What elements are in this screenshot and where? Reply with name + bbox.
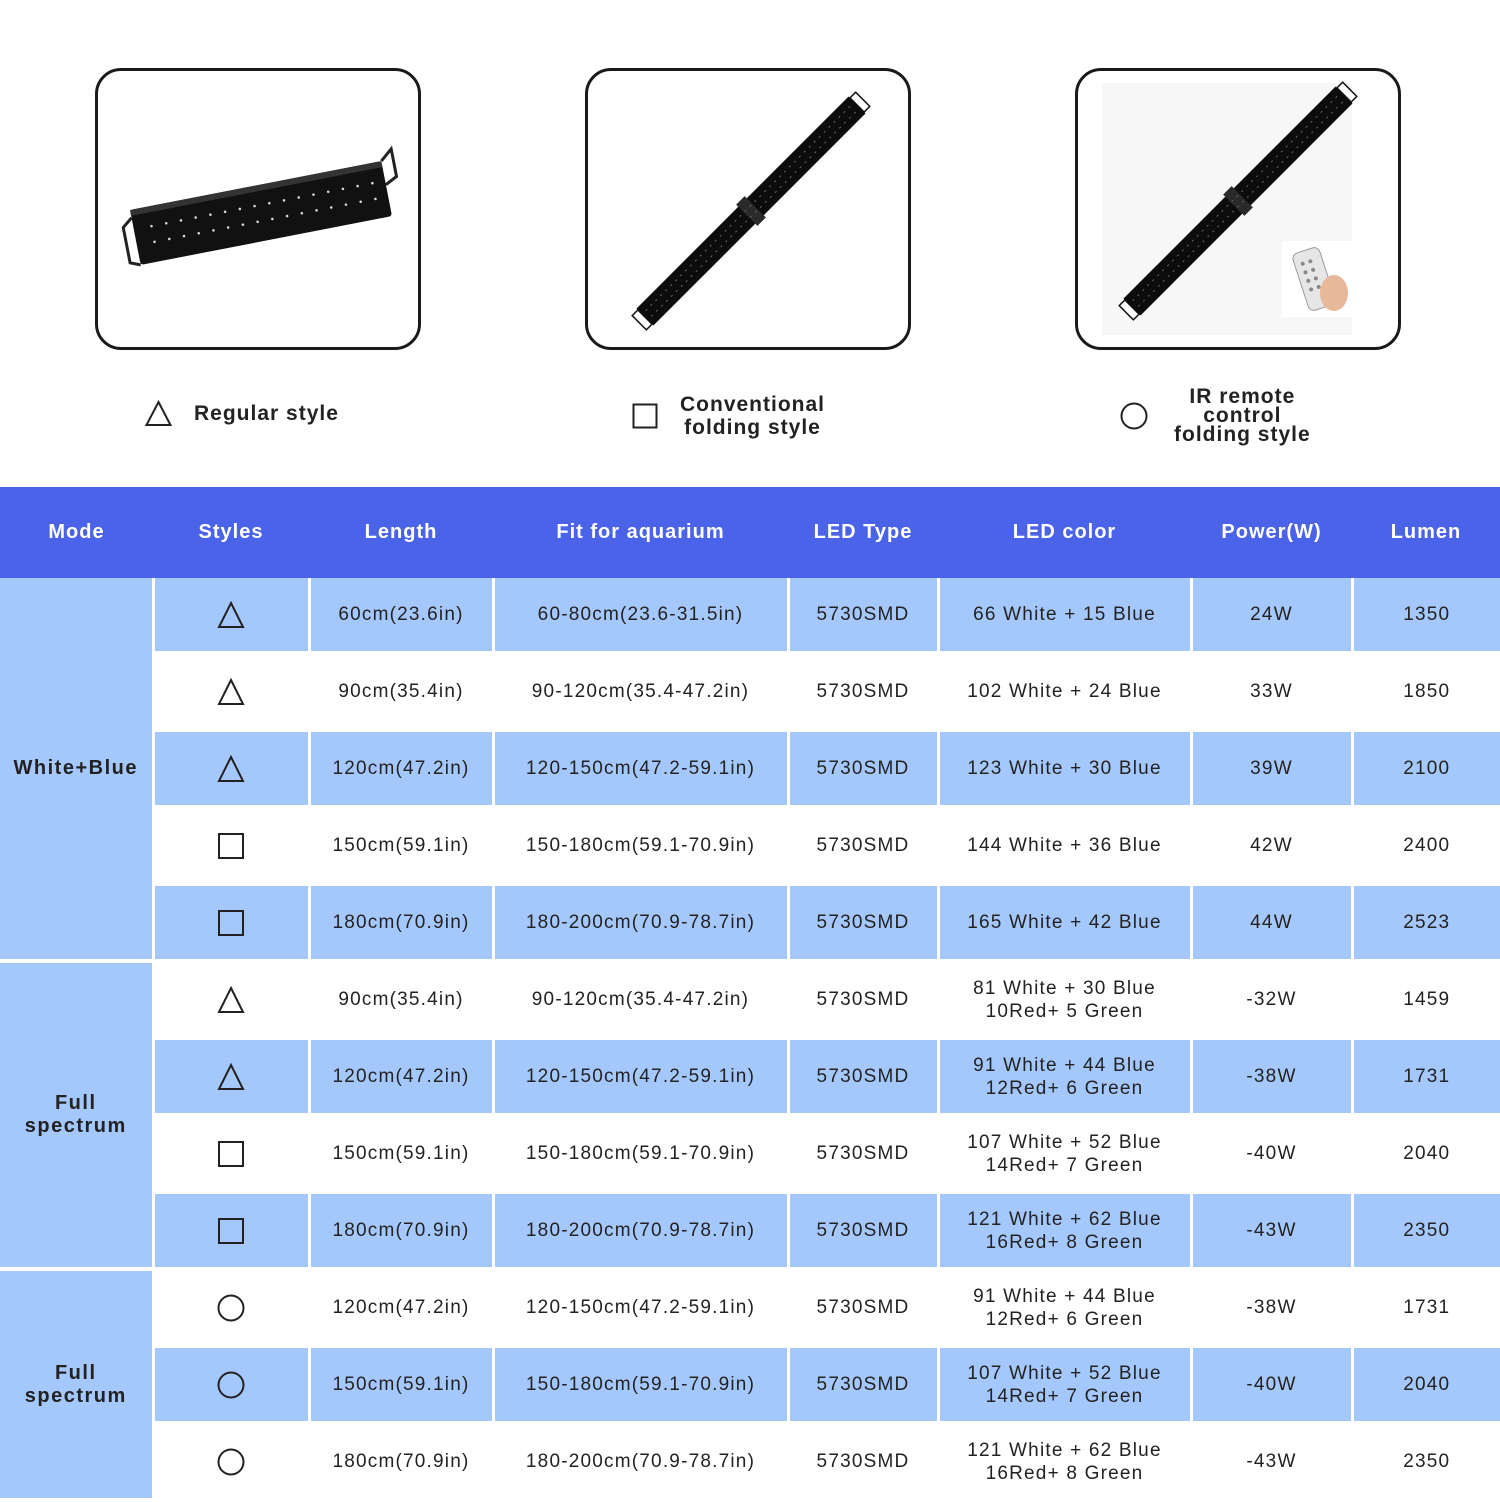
lumen-cell: 2400 [1352, 807, 1500, 884]
triangle-icon [217, 1063, 245, 1091]
led-color-line: 81 White + 30 Blue [973, 977, 1156, 999]
led-color-line: 107 White + 52 Blue [967, 1362, 1162, 1384]
length-cell: 150cm(59.1in) [309, 807, 493, 884]
table-row [0, 884, 1500, 961]
triangle-icon [145, 400, 172, 427]
power-cell: 44W [1191, 884, 1352, 961]
triangle-icon [217, 678, 245, 706]
mode-cell: Full spectrum [0, 961, 153, 1269]
mode-cell: White+Blue [0, 578, 153, 961]
legend-ir-label: IR remote control folding style [1174, 385, 1311, 446]
column-header-led-color: LED color [938, 487, 1191, 578]
led-color-line: 165 White + 42 Blue [967, 912, 1162, 933]
style-cell [153, 1346, 309, 1423]
style-cell [153, 653, 309, 730]
style-cell [153, 578, 309, 653]
power-cell: -38W [1191, 1269, 1352, 1346]
fit-cell: 60-80cm(23.6-31.5in) [493, 578, 788, 653]
led-color-line: 144 White + 36 Blue [967, 835, 1162, 856]
length-cell: 120cm(47.2in) [309, 730, 493, 807]
lumen-cell: 2350 [1352, 1192, 1500, 1269]
style-cell [153, 1192, 309, 1269]
led-color-line: 14Red+ 7 Green [985, 1385, 1144, 1407]
length-cell: 90cm(35.4in) [309, 653, 493, 730]
led-type-cell: 5730SMD [788, 1423, 938, 1500]
led-color-cell [938, 884, 1191, 961]
led-color-line: 66 White + 15 Blue [973, 604, 1156, 625]
led-color-cell [938, 961, 1191, 1038]
table-header [0, 487, 1500, 578]
led-type-cell: 5730SMD [788, 1115, 938, 1192]
style-cell [153, 884, 309, 961]
led-color-cell [938, 1192, 1191, 1269]
led-color-line: 12Red+ 6 Green [985, 1077, 1144, 1099]
led-color-cell [938, 1269, 1191, 1346]
led-color-cell [938, 807, 1191, 884]
length-cell: 90cm(35.4in) [309, 961, 493, 1038]
square-icon [217, 1217, 245, 1245]
fit-cell: 120-150cm(47.2-59.1in) [493, 730, 788, 807]
lumen-cell: 2350 [1352, 1423, 1500, 1500]
length-cell: 150cm(59.1in) [309, 1115, 493, 1192]
legend-ir [1120, 387, 1311, 444]
led-color-line: 16Red+ 8 Green [985, 1462, 1144, 1484]
fit-cell: 180-200cm(70.9-78.7in) [493, 1192, 788, 1269]
column-header-power-w: Power(W) [1191, 487, 1352, 578]
triangle-icon [217, 986, 245, 1014]
length-cell: 60cm(23.6in) [309, 578, 493, 653]
fit-cell: 150-180cm(59.1-70.9in) [493, 807, 788, 884]
column-header-length: Length [309, 487, 493, 578]
circle-icon [1120, 402, 1148, 430]
led-color-cell [938, 1115, 1191, 1192]
legend-folding [632, 393, 825, 439]
fit-cell: 150-180cm(59.1-70.9in) [493, 1346, 788, 1423]
led-type-cell: 5730SMD [788, 653, 938, 730]
table-row [0, 807, 1500, 884]
power-cell: 33W [1191, 653, 1352, 730]
legend-folding-label: Conventional folding style [680, 393, 826, 439]
led-color-line: 12Red+ 6 Green [985, 1308, 1144, 1330]
power-cell: 39W [1191, 730, 1352, 807]
led-color-cell [938, 578, 1191, 653]
fit-cell: 180-200cm(70.9-78.7in) [493, 1423, 788, 1500]
length-cell: 180cm(70.9in) [309, 884, 493, 961]
style-cell [153, 730, 309, 807]
power-cell: -43W [1191, 1192, 1352, 1269]
lumen-cell: 1459 [1352, 961, 1500, 1038]
power-cell: -43W [1191, 1423, 1352, 1500]
lumen-cell: 1350 [1352, 578, 1500, 653]
table-row [0, 1038, 1500, 1115]
led-color-line: 121 White + 62 Blue [967, 1439, 1162, 1461]
led-color-cell [938, 1423, 1191, 1500]
led-color-cell [938, 730, 1191, 807]
table-row [0, 730, 1500, 807]
fit-cell: 180-200cm(70.9-78.7in) [493, 884, 788, 961]
power-cell: -32W [1191, 961, 1352, 1038]
led-color-line: 102 White + 24 Blue [967, 681, 1162, 702]
style-cell [153, 1423, 309, 1500]
fit-cell: 120-150cm(47.2-59.1in) [493, 1269, 788, 1346]
power-cell: 24W [1191, 578, 1352, 653]
circle-icon [217, 1448, 245, 1476]
circle-icon [217, 1371, 245, 1399]
column-header-fit-for-aquarium: Fit for aquarium [493, 487, 788, 578]
length-cell: 150cm(59.1in) [309, 1346, 493, 1423]
square-icon [217, 909, 245, 937]
lumen-cell: 1731 [1352, 1038, 1500, 1115]
triangle-icon [217, 755, 245, 783]
table-row [0, 653, 1500, 730]
table-row [0, 1423, 1500, 1500]
fit-cell: 90-120cm(35.4-47.2in) [493, 653, 788, 730]
table-row [0, 1269, 1500, 1346]
led-color-cell [938, 1038, 1191, 1115]
table-row [0, 1115, 1500, 1192]
led-color-line: 121 White + 62 Blue [967, 1208, 1162, 1230]
lumen-cell: 2040 [1352, 1346, 1500, 1423]
power-cell: 42W [1191, 807, 1352, 884]
table-row [0, 1346, 1500, 1423]
product-image-regular [95, 68, 421, 350]
square-icon [217, 1140, 245, 1168]
lumen-cell: 1731 [1352, 1269, 1500, 1346]
lumen-cell: 1850 [1352, 653, 1500, 730]
length-cell: 120cm(47.2in) [309, 1269, 493, 1346]
table-row [0, 1192, 1500, 1269]
style-cell [153, 1269, 309, 1346]
led-color-line: 14Red+ 7 Green [985, 1154, 1144, 1176]
led-color-line: 16Red+ 8 Green [985, 1231, 1144, 1253]
product-image-ir-remote [1075, 68, 1401, 350]
legend-regular-label: Regular style [194, 402, 339, 425]
style-cell [153, 1038, 309, 1115]
fit-cell: 90-120cm(35.4-47.2in) [493, 961, 788, 1038]
led-color-line: 91 White + 44 Blue [973, 1285, 1156, 1307]
column-header-mode: Mode [0, 487, 153, 578]
table-row [0, 578, 1500, 653]
spec-table [0, 487, 1500, 1502]
fit-cell: 120-150cm(47.2-59.1in) [493, 1038, 788, 1115]
style-cell [153, 1115, 309, 1192]
power-cell: -40W [1191, 1115, 1352, 1192]
style-cell [153, 961, 309, 1038]
product-image-folding [585, 68, 911, 350]
style-legend [0, 0, 1500, 487]
led-color-line: 91 White + 44 Blue [973, 1054, 1156, 1076]
lumen-cell: 2040 [1352, 1115, 1500, 1192]
circle-icon [217, 1294, 245, 1322]
led-type-cell: 5730SMD [788, 1269, 938, 1346]
column-header-styles: Styles [153, 487, 309, 578]
led-type-cell: 5730SMD [788, 1192, 938, 1269]
power-cell: -40W [1191, 1346, 1352, 1423]
lumen-cell: 2523 [1352, 884, 1500, 961]
column-header-led-type: LED Type [788, 487, 938, 578]
led-color-line: 107 White + 52 Blue [967, 1131, 1162, 1153]
led-type-cell: 5730SMD [788, 1346, 938, 1423]
legend-regular [145, 400, 339, 427]
led-type-cell: 5730SMD [788, 1038, 938, 1115]
led-color-cell [938, 653, 1191, 730]
led-color-cell [938, 1346, 1191, 1423]
lumen-cell: 2100 [1352, 730, 1500, 807]
length-cell: 120cm(47.2in) [309, 1038, 493, 1115]
mode-cell: Full spectrum [0, 1269, 153, 1500]
table-row [0, 961, 1500, 1038]
square-icon [217, 832, 245, 860]
led-type-cell: 5730SMD [788, 884, 938, 961]
style-cell [153, 807, 309, 884]
led-type-cell: 5730SMD [788, 807, 938, 884]
led-type-cell: 5730SMD [788, 730, 938, 807]
led-color-line: 10Red+ 5 Green [985, 1000, 1144, 1022]
triangle-icon [217, 601, 245, 629]
led-type-cell: 5730SMD [788, 578, 938, 653]
square-icon [632, 403, 658, 429]
length-cell: 180cm(70.9in) [309, 1423, 493, 1500]
led-color-line: 123 White + 30 Blue [967, 758, 1162, 779]
led-type-cell: 5730SMD [788, 961, 938, 1038]
fit-cell: 150-180cm(59.1-70.9in) [493, 1115, 788, 1192]
power-cell: -38W [1191, 1038, 1352, 1115]
column-header-lumen: Lumen [1352, 487, 1500, 578]
length-cell: 180cm(70.9in) [309, 1192, 493, 1269]
